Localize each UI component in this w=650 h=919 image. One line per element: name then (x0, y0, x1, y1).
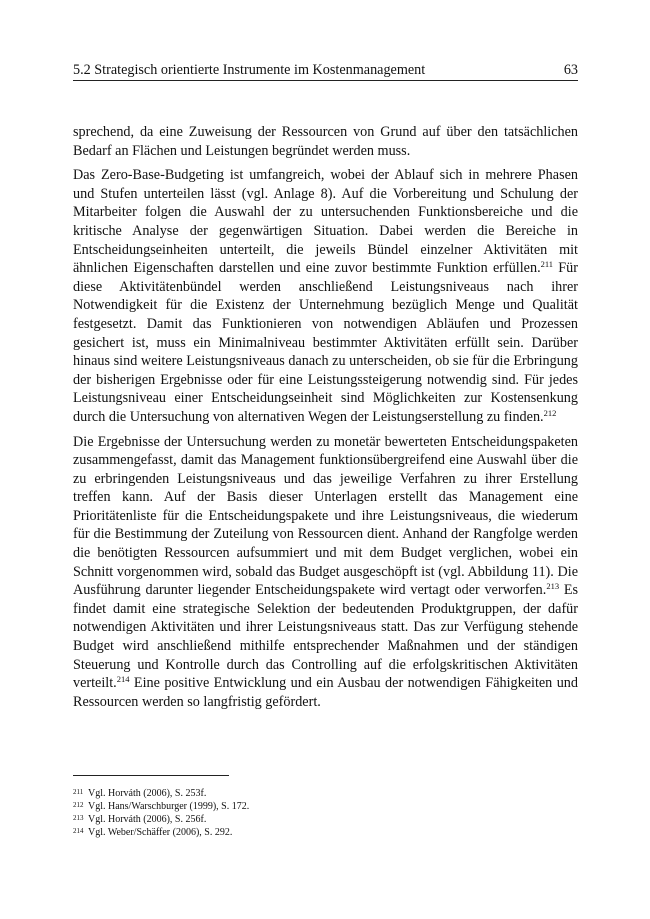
footnote-text: Vgl. Hans/Warschburger (1999), S. 172. (88, 801, 250, 812)
footnote (73, 826, 578, 839)
footnote-text: Vgl. Horváth (2006), S. 253f. (88, 788, 207, 799)
footnote-number: 212 (73, 801, 84, 809)
footnote-ref[interactable]: 212 (543, 407, 557, 418)
footnote-number: 211 (73, 788, 84, 796)
paragraph-1 (73, 123, 578, 160)
footnotes (73, 787, 578, 839)
paragraph-text: Für diese Aktivitätenbündel werden anschließend Leistungsniveaus nach ihrer Notwendigkeit für die Existenz der Unternehmung bezüglich Menge und Qualität festgesetzt. Damit das Funktionieren von notwendigen Abläufen und Prozessen gesichert ist, muss ein Minimalniveau bestimmter Aktivitäten erfüllt sein. Darüber hinaus sind weitere Leistungsniveaus danach zu unterscheiden, ob sie für die Erbringung der bisherigen Ergebnisse oder für eine Leistungssteigerung notwendig sind. Für jedes Leistungsniveau einer Entscheidungseinheit sind Möglichkeiten zur Kostensenkung durch die Untersuchung von alternativen Wegen der Leistungserstellung zu finden. (73, 260, 578, 425)
footnote-ref[interactable]: 213 (546, 581, 560, 592)
section-title: 5.2 Strategisch orientierte Instrumente im Kostenmanagement (73, 62, 426, 78)
footnote-text: Vgl. Horváth (2006), S. 256f. (88, 814, 207, 825)
page-number: 63 (563, 62, 578, 78)
paragraph-text: Die Ergebnisse der Untersuchung werden zu monetär bewerteten Entscheidungspaketen zusammengefasst, damit das Management funktionsübergreifend eine Auswahl über die zu erbringenden Leistungsniveaus und das jeweilige Verfahren zu ihrer Erstellung treffen kann. Auf der Basis dieser Unterlagen erstellt das Management eine Prioritätenliste für die Entscheidungspakete und ihre Leistungsniveaus, die wiederum für die Bestimmung der Zuteilung von Ressourcen dient. Anhand der Rangfolge werden die benötigten Ressourcen aufsummiert und mit dem Budget verglichen, wobei ein Schnitt vorgenommen wird, sobald das Budget ausgeschöpft ist (vgl. Abbildung 11). Die Ausführung darunter liegender Entscheidungspakete wird vertagt oder verworfen. (73, 433, 578, 599)
footnote-ref[interactable]: 214 (116, 674, 130, 685)
footnote (73, 787, 578, 800)
paragraph-text: Das Zero-Base-Budgeting ist umfangreich, wobei der Ablauf sich in mehrere Phasen und Stufen unterteilen lässt (vgl. Anlage 8). Auf die Vorbereitung und Schulung der Mitarbeiter folgen die Auswahl der zu untersuchenden Funktionsbereiche und die kritische Analyse der gegenwärtigen Situation. Dabei werden die Bereiche in Entscheidungseinheiten unterteilt, die jeweils Bündel einzelner Aktivitäten mit ähnlichen Eigenschaften darstellen und eine zuvor bestimmte Funktion erfüllen. (73, 167, 578, 277)
footnote (73, 813, 578, 826)
footnote-number: 213 (73, 814, 84, 822)
footnote-number: 214 (73, 827, 84, 835)
paragraph-text: Eine positive Entwicklung und ein Ausbau der notwendigen Fähigkeiten und Ressourcen werden so langfristig gefördert. (73, 675, 578, 710)
paragraph-2 (73, 166, 578, 426)
paragraph-text: Es findet damit eine strategische Selektion der bedeutenden Produktgruppen, der dafür notwendigen Aktivitäten und ihrer Leistungsniveaus statt. Das zur Verfügung stehende Budget wird anschließend mithilfe entsprechender Maßnahmen und der ständigen Steuerung und Kontrolle durch das Controlling auf die erfolgskritischen Aktivitäten verteilt. (73, 582, 579, 692)
footnote-divider (73, 775, 229, 776)
paragraph-text: sprechend, da eine Zuweisung der Ressourcen von Grund auf über den tatsächlichen Bedarf an Flächen und Leistungen begründet werden muss. (73, 124, 578, 159)
paragraph-3 (73, 433, 578, 712)
footnote-ref[interactable]: 211 (540, 259, 554, 270)
footnote-text: Vgl. Weber/Schäffer (2006), S. 292. (88, 827, 233, 838)
running-header (73, 62, 578, 81)
footnote (73, 800, 578, 813)
body-text (73, 123, 578, 717)
